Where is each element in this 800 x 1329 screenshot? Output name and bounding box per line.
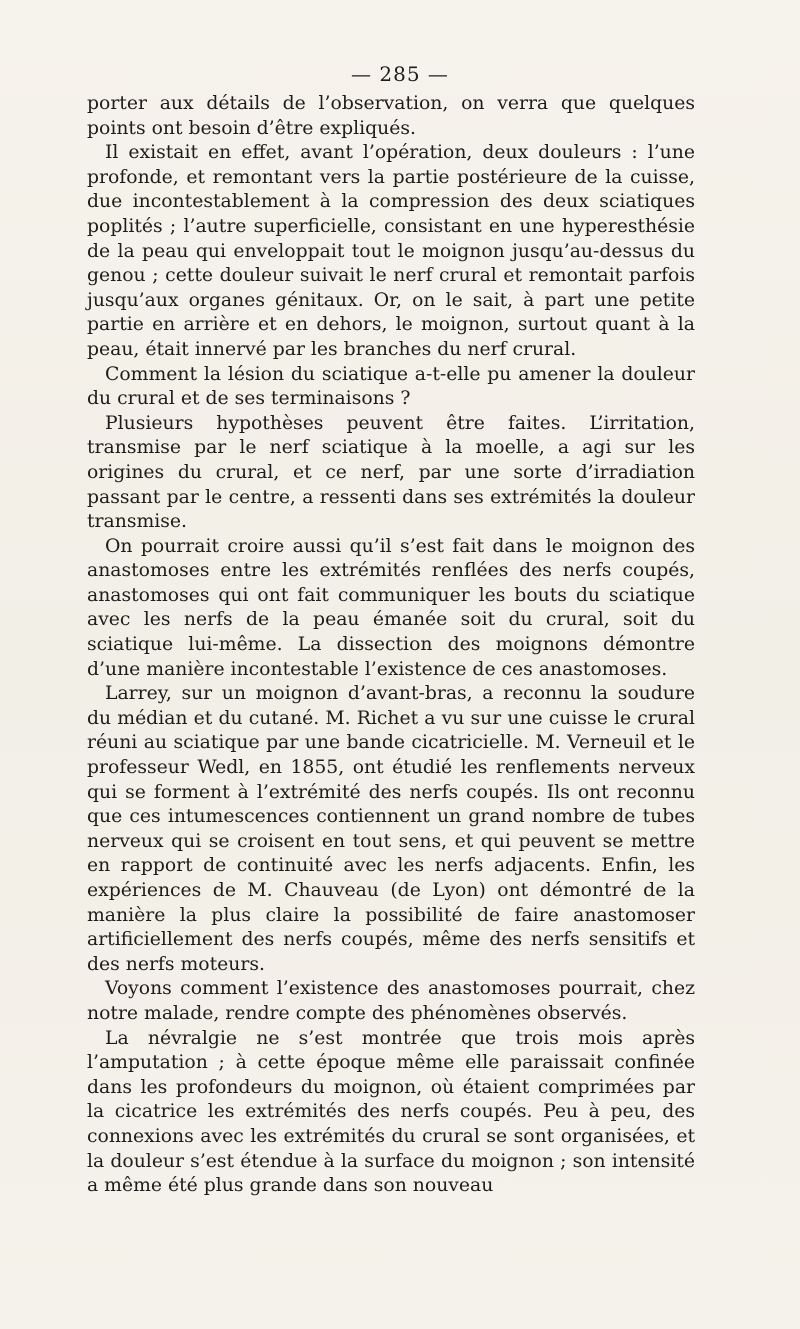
paragraph: On pourrait croire aussi qu’il s’est fait dans le moignon des anastomoses entre les extrémités renflées des nerfs coupés, anastomoses qui ont fait communiquer les bouts du sciatique avec les nerfs de la peau émanée soit du crural, soit du sciatique lui-même. La dissection des moignons démontre d’une manière incontestable l’existence de ces anastomoses. [87, 535, 695, 680]
paragraph: Larrey, sur un moignon d’avant-bras, a reconnu la soudure du médian et du cutané. M. Richet a vu sur une cuisse le crural réuni au sciatique par une bande cicatricielle. M. Verneuil et le professeur Wedl, en 1855, ont étudié les renflements nerveux qui se forment à l’extrémité des nerfs coupés. Ils ont reconnu que ces intumescences contiennent un grand nombre de tubes nerveux qui se croisent en tout sens, et qui peuvent se mettre en rapport de continuité avec les nerfs adjacents. Enfin, les expériences de M. Chauveau (de Lyon) ont démontré de la manière la plus claire la possibilité de faire anastomoser artificiellement des nerfs coupés, même des nerfs sensitifs et des nerfs moteurs. [87, 683, 695, 975]
paragraph: Comment la lésion du sciatique a-t-elle pu amener la douleur du crural et de ses terminaisons ? [87, 363, 695, 410]
body-text [87, 92, 695, 1199]
paragraph: La névralgie ne s’est montrée que trois mois après l’amputation ; à cette époque même elle paraissait confinée dans les profondeurs du moignon, où étaient comprimées par la cicatrice les extrémités des nerfs coupés. Peu à peu, des connexions avec les extrémités du crural se sont organisées, et la douleur s’est étendue à la surface du moignon ; son intensité a même été plus grande dans son nouveau [87, 1027, 695, 1197]
paragraph: Voyons comment l’existence des anastomoses pourrait, chez notre malade, rendre compte des phénomènes observés. [87, 978, 695, 1024]
paragraph: porter aux détails de l’observation, on verra que quelques points ont besoin d’être expliqués. [87, 93, 695, 139]
page-number: — 285 — [351, 62, 449, 86]
paragraph: Plusieurs hypothèses peuvent être faites. L’irritation, transmise par le nerf sciatique à la moelle, a agi sur les origines du crural, et ce nerf, par une sorte d’irradiation passant par le centre, a ressenti dans ses extrémités la douleur transmise. [87, 412, 695, 533]
paragraph: Il existait en effet, avant l’opération, deux douleurs : l’une profonde, et remontant vers la partie postérieure de la cuisse, due incontestablement à la compression des deux sciatiques poplités ; l’autre superficielle, consistant en une hyperesthésie de la peau qui enveloppait tout le moignon jusqu’au-dessus du genou ; cette douleur suivait le nerf crural et remontait parfois jusqu’aux organes génitaux. Or, on le sait, à part une petite partie en arrière et en dehors, le moignon, surtout quant à la peau, était innervé par les branches du nerf crural. [87, 142, 695, 360]
